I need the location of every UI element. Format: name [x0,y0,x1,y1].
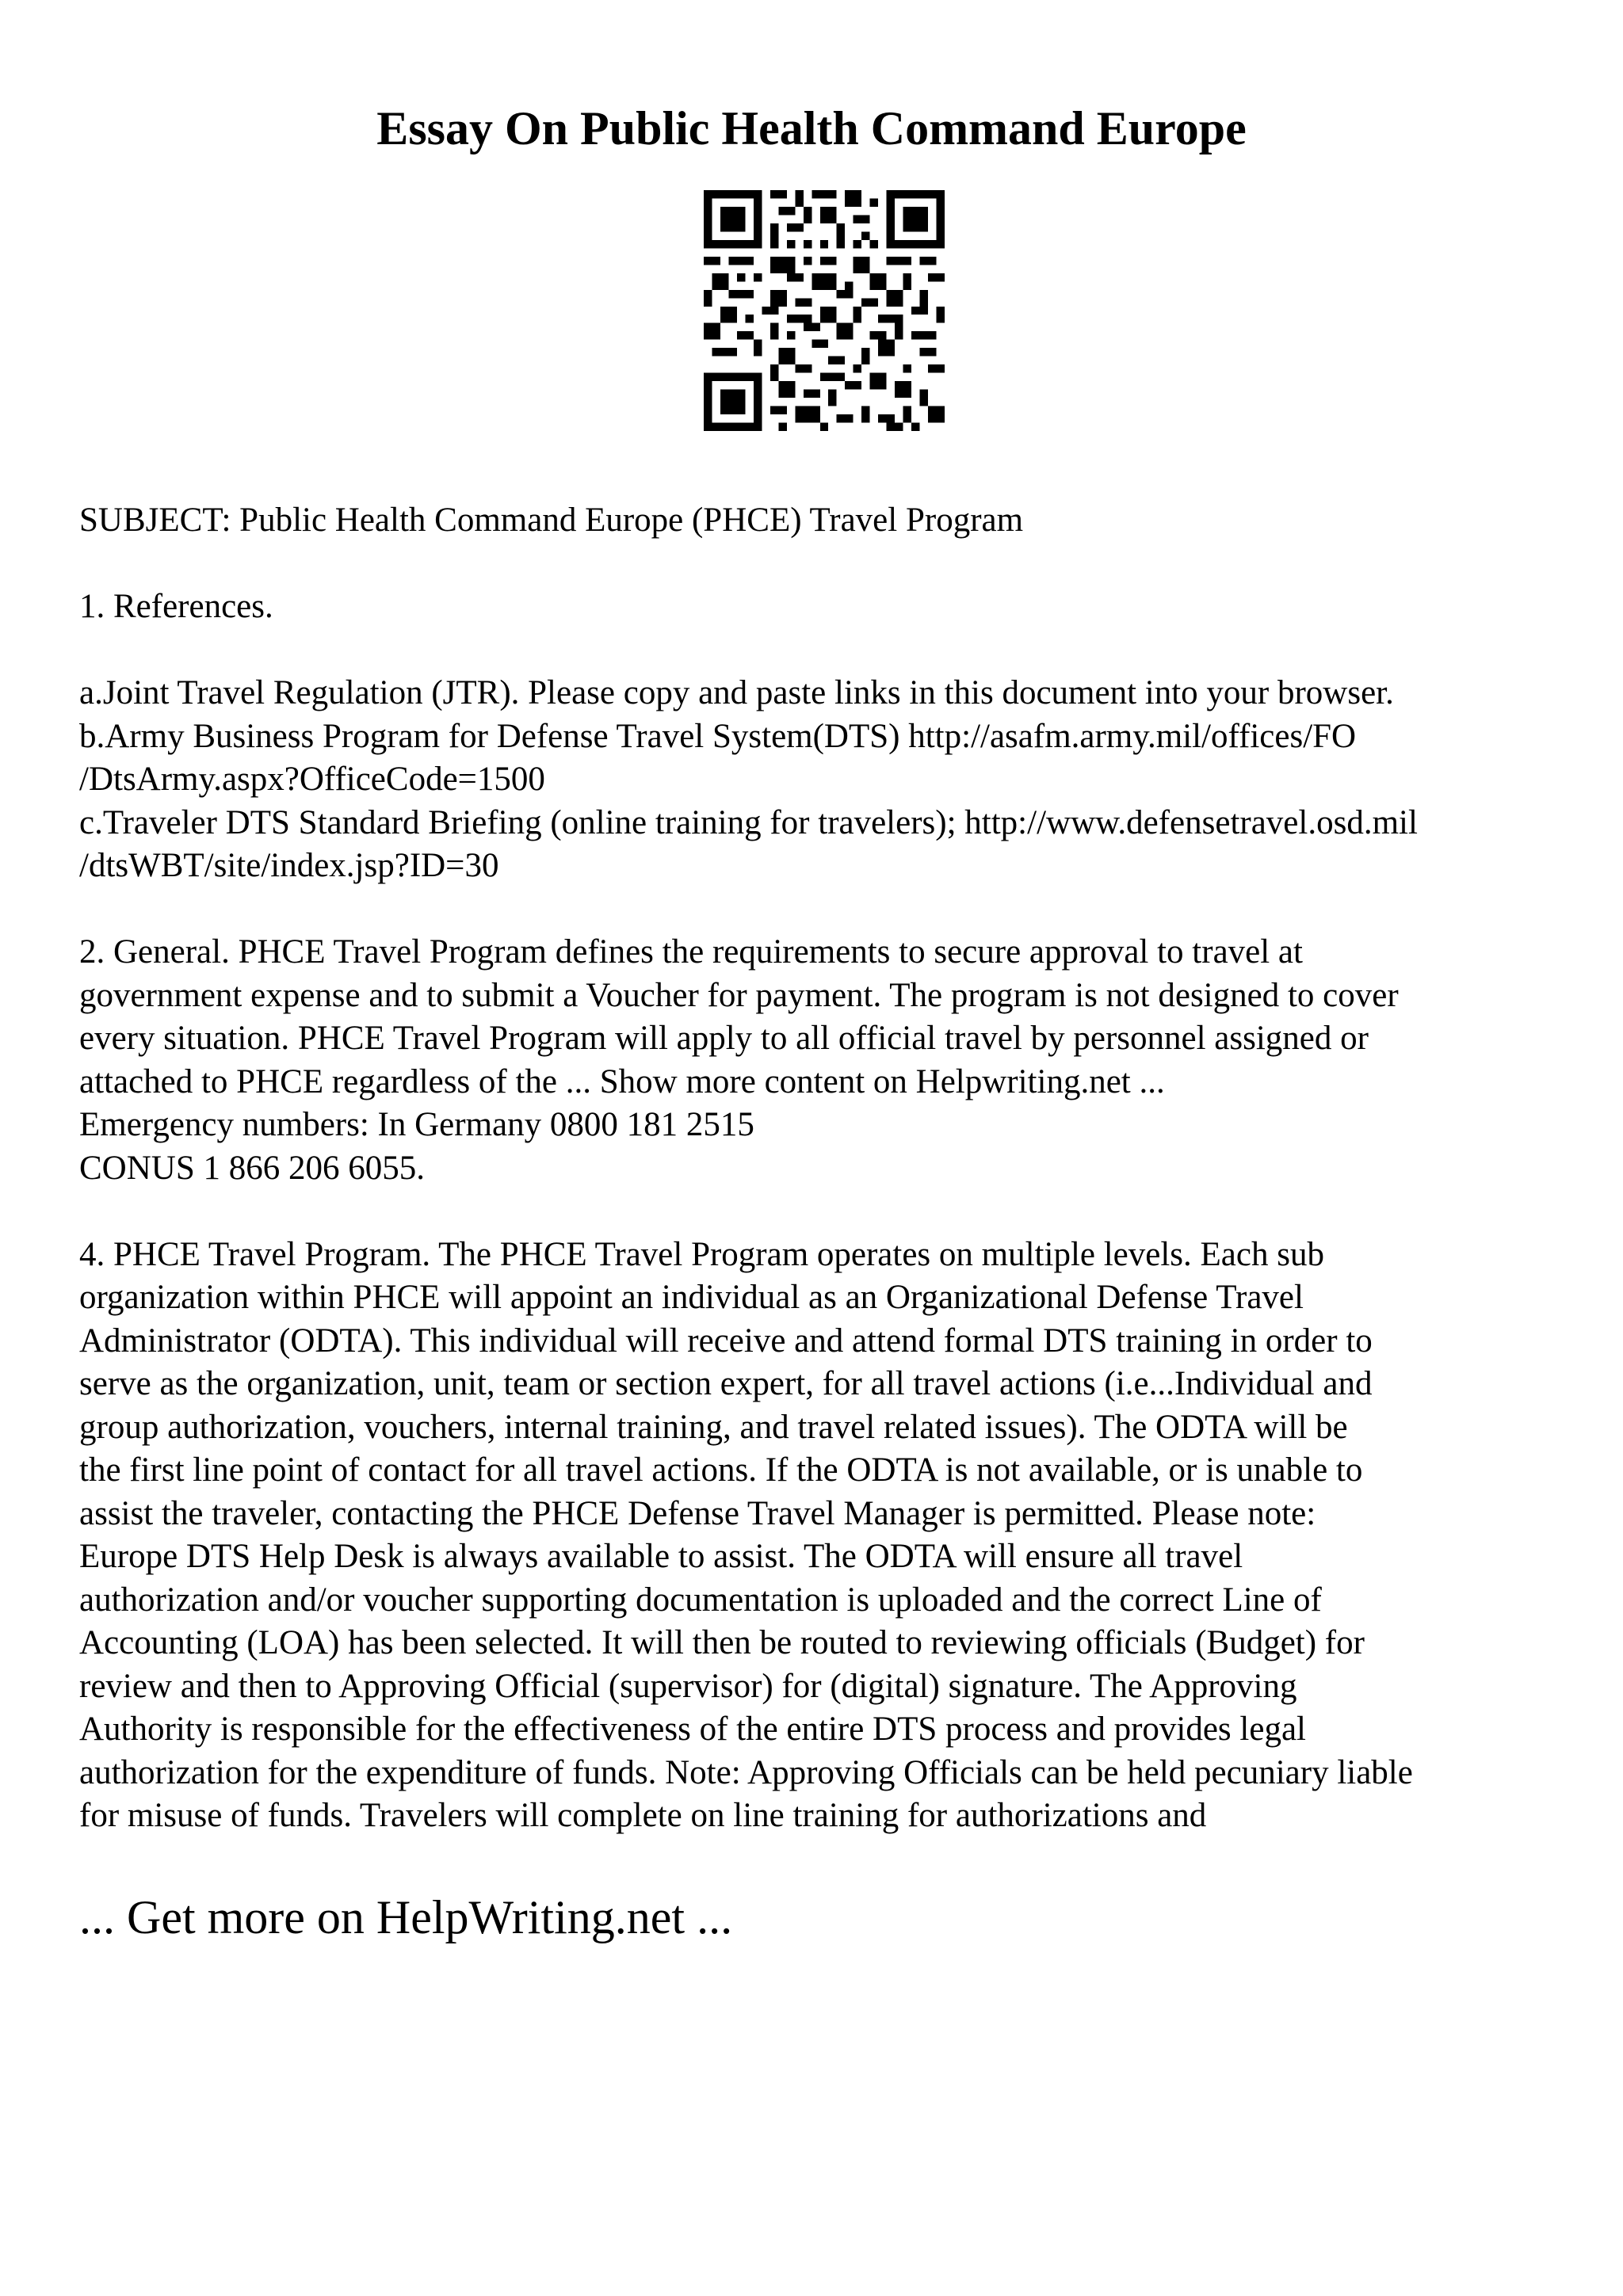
program-paragraph-line: group authorization, vouchers, internal training, and travel related issues). The ODTA will be [79,1408,1348,1446]
document-body [79,499,1585,1838]
program-paragraph-line: authorization for the expenditure of funds. Note: Approving Officials can be held pecuniary liable [79,1753,1413,1791]
general-paragraph-line: every situation. PHCE Travel Program will apply to all official travel by personnel assigned or [79,1020,1369,1057]
emergency-numbers-germany: Emergency numbers: In Germany 0800 181 2515 [79,1106,754,1143]
program-paragraph-line: 4. PHCE Travel Program. The PHCE Travel Program operates on multiple levels. Each sub [79,1235,1324,1273]
qr-code-icon [704,190,945,431]
program-paragraph-line: Accounting (LOA) has been selected. It will then be routed to reviewing officials (Budget) for [79,1624,1365,1661]
program-paragraph-line: Authority is responsible for the effectiveness of the entire DTS process and provides legal [79,1711,1306,1748]
program-paragraph-line: authorization and/or voucher supporting documentation is uploaded and the correct Line of [79,1581,1322,1619]
program-paragraph-line: serve as the organization, unit, team or section expert, for all travel actions (i.e...Individual and [79,1365,1373,1402]
general-paragraph-line: attached to PHCE regardless of the ... Show more content on Helpwriting.net ... [79,1062,1165,1100]
document-title: Essay On Public Health Command Europe [376,102,1247,154]
program-paragraph-line: assist the traveler, contacting the PHCE Defense Travel Manager is permitted. Please note: [79,1494,1316,1532]
general-paragraph-line: 2. General. PHCE Travel Program defines the requirements to secure approval to travel at [79,933,1303,971]
subject-line: SUBJECT: Public Health Command Europe (PHCE) Travel Program [79,502,1024,539]
emergency-numbers-conus: CONUS 1 866 206 6055. [79,1149,426,1187]
references-heading: 1. References. [79,588,273,625]
program-paragraph-line: Administrator (ODTA). This individual will receive and attend formal DTS training in order to [79,1322,1373,1360]
reference-line: /dtsWBT/site/index.jsp?ID=30 [79,847,499,884]
program-paragraph-line: for misuse of funds. Travelers will complete on line training for authorizations and [79,1797,1207,1834]
program-paragraph-line: the first line point of contact for all travel actions. If the ODTA is not available, or is unable to [79,1451,1363,1489]
general-paragraph-line: government expense and to submit a Voucher for payment. The program is not designed to cover [79,976,1399,1014]
reference-line: /DtsArmy.aspx?OfficeCode=1500 [79,761,545,798]
reference-line: a.Joint Travel Regulation (JTR). Please copy and paste links in this document into your browser. [79,674,1394,711]
program-paragraph-line: Europe DTS Help Desk is always available to assist. The ODTA will ensure all travel [79,1538,1243,1575]
program-paragraph-line: organization within PHCE will appoint an individual as an Organizational Defense Travel [79,1279,1304,1316]
get-more-link[interactable]: ... Get more on HelpWriting.net ... [79,1891,733,1943]
reference-line: b.Army Business Program for Defense Travel System(DTS) http://asafm.army.mil/offices/FO [79,717,1357,755]
program-paragraph-line: review and then to Approving Official (supervisor) for (digital) signature. The Approving [79,1667,1297,1705]
reference-line: c.Traveler DTS Standard Briefing (online training for travelers); http://www.defensetravel.osd.mil [79,803,1418,841]
